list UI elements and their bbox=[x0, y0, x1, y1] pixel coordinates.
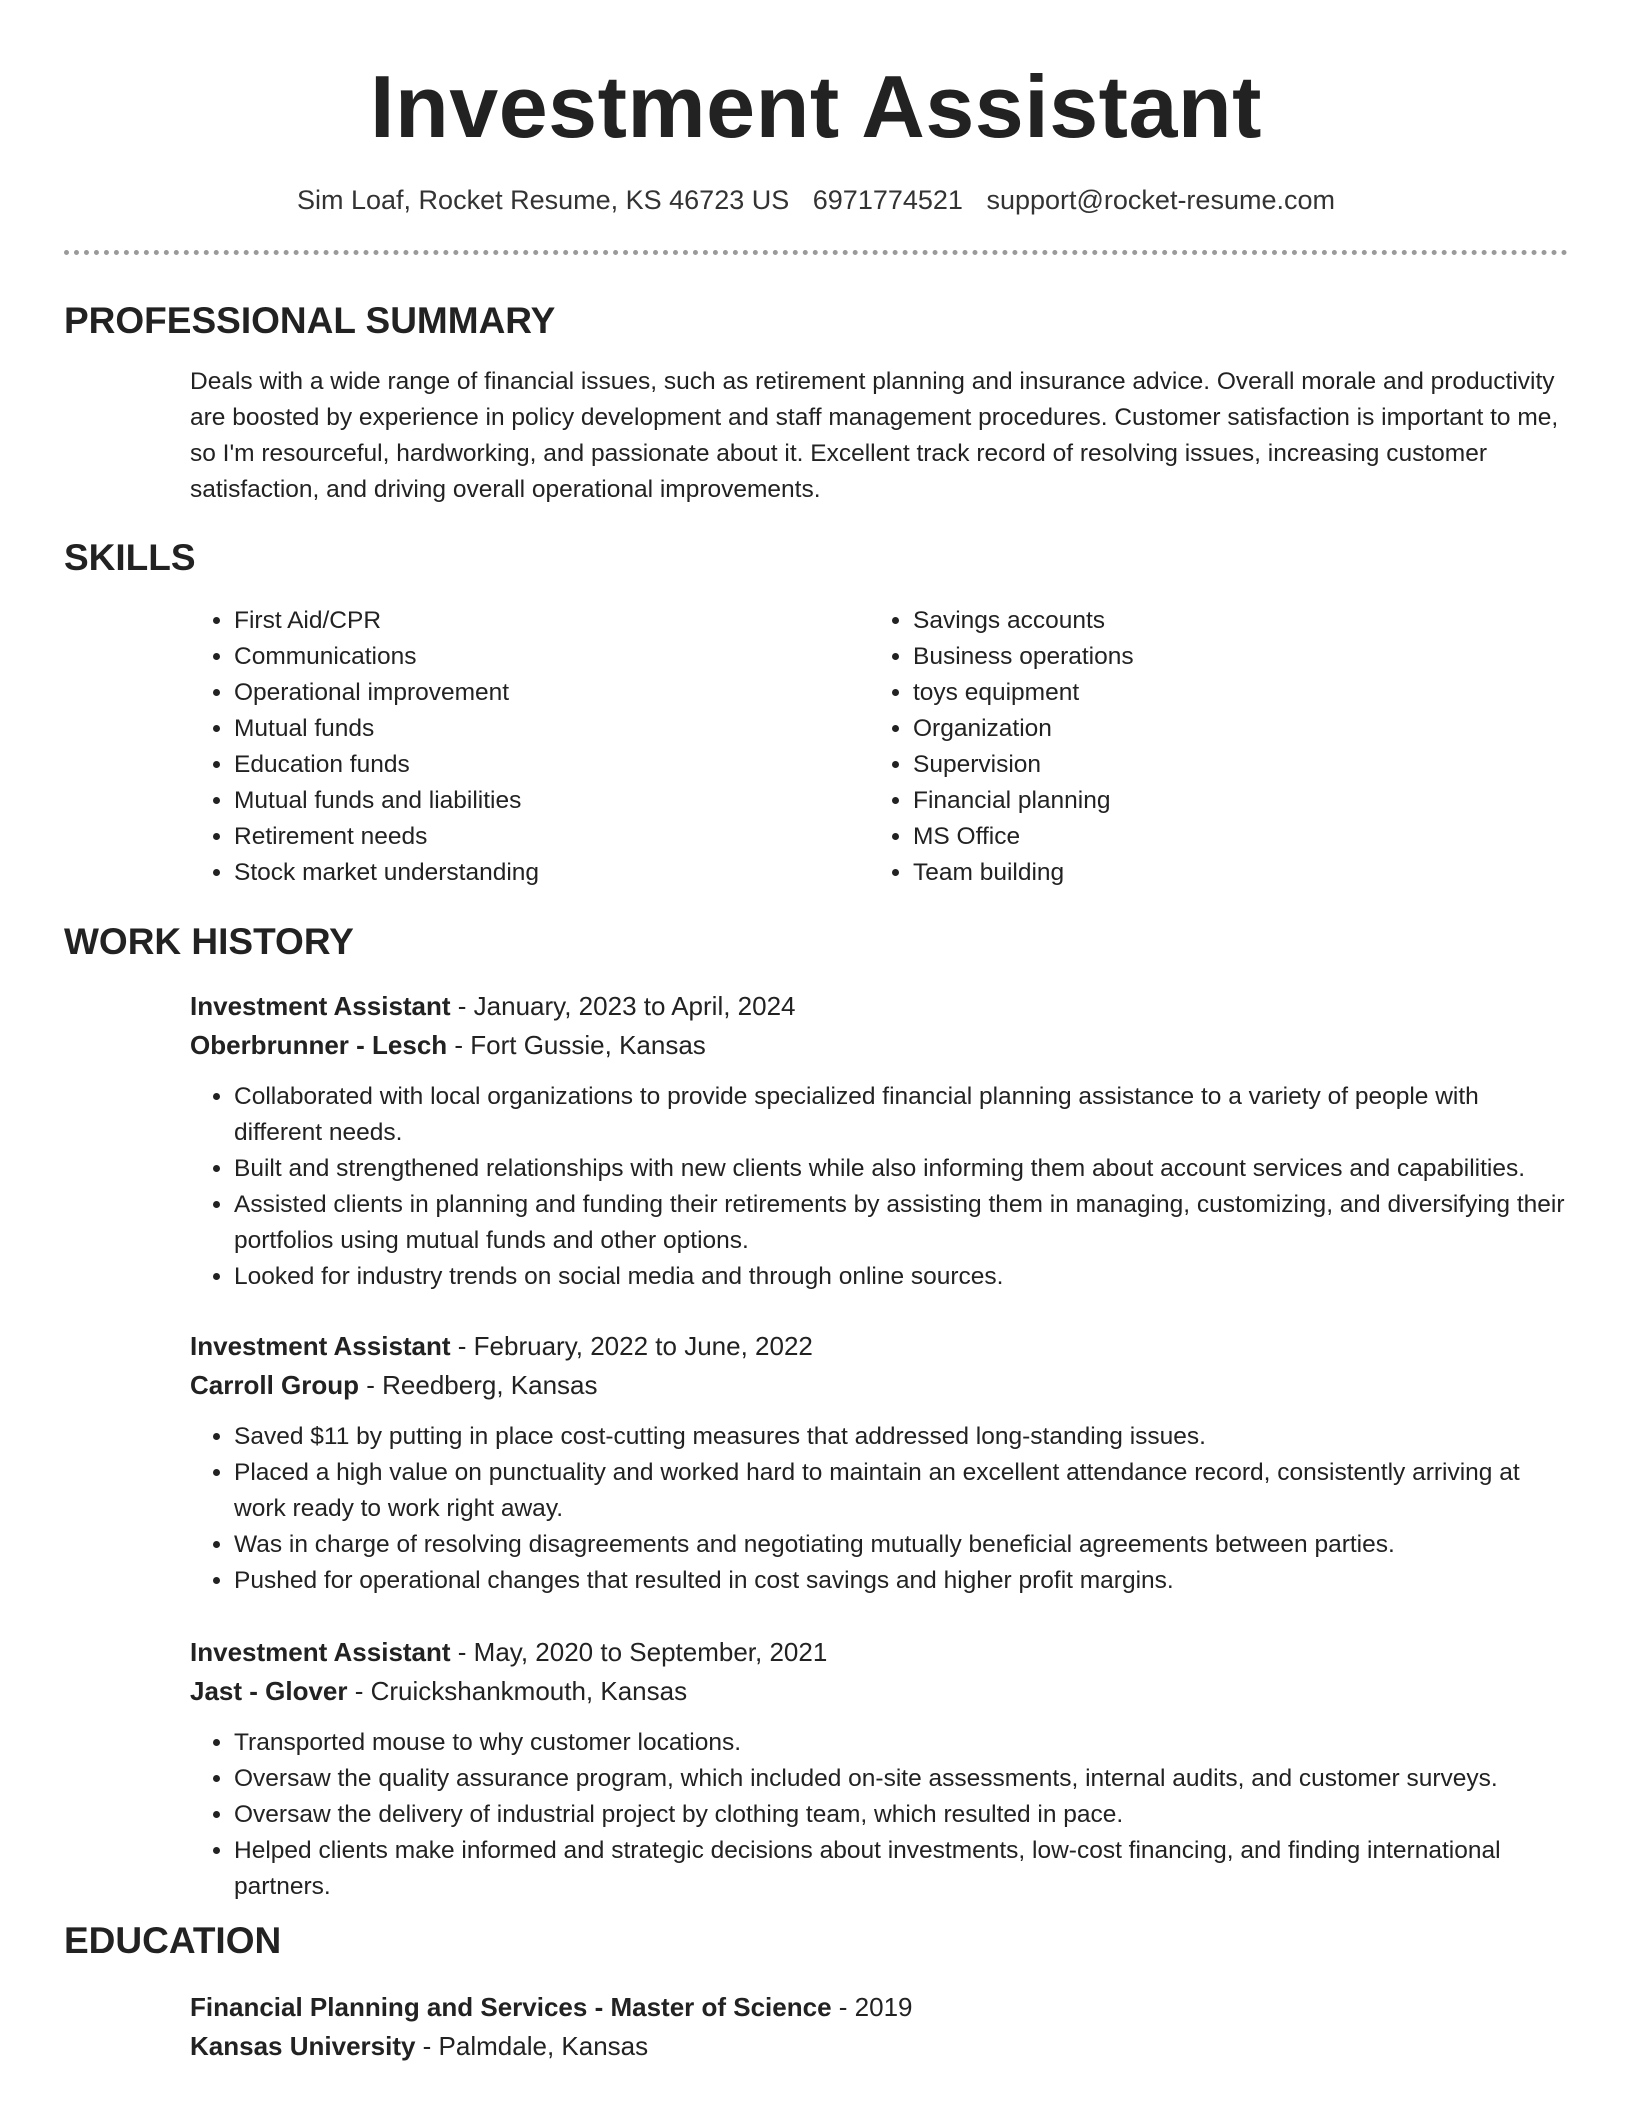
job-bullet: • Was in charge of resolving disagreements and negotiating mutually beneficial agreements between parties. bbox=[234, 1527, 1570, 1563]
job-company-line bbox=[190, 1026, 1570, 1065]
education-year: - 2019 bbox=[831, 1992, 913, 2022]
skill-item: • Team building bbox=[913, 855, 1469, 891]
job-bullet: • Oversaw the quality assurance program, which included on-site assessments, internal audits, and customer surveys. bbox=[234, 1761, 1570, 1797]
job-entry bbox=[190, 1633, 1570, 1905]
job-bullet: • Looked for industry trends on social media and through online sources. bbox=[234, 1259, 1570, 1295]
job-role: Investment Assistant bbox=[190, 1637, 451, 1667]
skill-item: • Stock market understanding bbox=[234, 855, 790, 891]
work-heading: WORK HISTORY bbox=[64, 921, 354, 962]
skill-item: • MS Office bbox=[913, 819, 1469, 855]
job-company-line bbox=[190, 1366, 1570, 1405]
job-entry bbox=[190, 1327, 1570, 1599]
skill-item: • Supervision bbox=[913, 747, 1469, 783]
summary-block bbox=[190, 364, 1570, 508]
skill-item: • Business operations bbox=[913, 639, 1469, 675]
job-bullet: • Placed a high value on punctuality and worked hard to maintain an excellent attendance record, consistently arriving at work ready to work right away. bbox=[234, 1455, 1570, 1527]
summary-heading: PROFESSIONAL SUMMARY bbox=[64, 300, 556, 341]
job-bullets bbox=[190, 1419, 1570, 1599]
job-company: Jast - Glover bbox=[190, 1676, 348, 1706]
job-dates: - May, 2020 to September, 2021 bbox=[450, 1637, 828, 1667]
job-bullet: • Built and strengthened relationships with new clients while also informing them about account services and capabilities. bbox=[234, 1151, 1570, 1187]
skill-item: • Education funds bbox=[234, 747, 790, 783]
job-bullets bbox=[190, 1725, 1570, 1905]
skills-right-list bbox=[869, 603, 1469, 891]
skill-item: • Organization bbox=[913, 711, 1469, 747]
education-school: Kansas University bbox=[190, 2031, 416, 2061]
skills-left-list bbox=[190, 603, 790, 891]
contact-address: Sim Loaf, Rocket Resume, KS 46723 US bbox=[297, 185, 790, 215]
header-divider bbox=[64, 250, 1568, 255]
skill-item: • toys equipment bbox=[913, 675, 1469, 711]
job-bullet: • Helped clients make informed and strategic decisions about investments, low-cost financing, and finding international partners. bbox=[234, 1833, 1570, 1905]
education-school-line bbox=[190, 2027, 1570, 2066]
skill-item: • Operational improvement bbox=[234, 675, 790, 711]
job-bullet: • Pushed for operational changes that resulted in cost savings and higher profit margins. bbox=[234, 1563, 1570, 1599]
job-title-line bbox=[190, 1633, 1570, 1672]
skills-left-column bbox=[190, 603, 790, 891]
education-heading: EDUCATION bbox=[64, 1920, 282, 1961]
resume-name: Investment Assistant bbox=[370, 57, 1262, 156]
job-dates: - February, 2022 to June, 2022 bbox=[450, 1331, 813, 1361]
job-bullet: • Transported mouse to why customer locations. bbox=[234, 1725, 1570, 1761]
job-company: Oberbrunner - Lesch bbox=[190, 1030, 448, 1060]
skills-right-column bbox=[869, 603, 1469, 891]
contact-phone: 6971774521 bbox=[812, 185, 963, 215]
skill-item: • Savings accounts bbox=[913, 603, 1469, 639]
job-location: - Fort Gussie, Kansas bbox=[447, 1030, 706, 1060]
job-bullet: • Saved $11 by putting in place cost-cutting measures that addressed long-standing issues. bbox=[234, 1419, 1570, 1455]
education-entry bbox=[190, 1988, 1570, 2066]
job-bullets bbox=[190, 1079, 1570, 1295]
job-role: Investment Assistant bbox=[190, 991, 451, 1021]
skill-item: • Mutual funds bbox=[234, 711, 790, 747]
contact-line bbox=[0, 180, 1632, 220]
job-role: Investment Assistant bbox=[190, 1331, 451, 1361]
contact-email: support@rocket-resume.com bbox=[986, 185, 1335, 215]
job-bullet: • Collaborated with local organizations to provide specialized financial planning assistance to a variety of people with different needs. bbox=[234, 1079, 1570, 1151]
education-degree-line bbox=[190, 1988, 1570, 2027]
job-company: Carroll Group bbox=[190, 1370, 360, 1400]
job-title-line bbox=[190, 1327, 1570, 1366]
education-degree: Financial Planning and Services - Master of Science bbox=[190, 1992, 832, 2022]
skill-item: • Mutual funds and liabilities bbox=[234, 783, 790, 819]
education-location: - Palmdale, Kansas bbox=[415, 2031, 649, 2061]
skill-item: • First Aid/CPR bbox=[234, 603, 790, 639]
job-dates: - January, 2023 to April, 2024 bbox=[450, 991, 796, 1021]
skills-heading: SKILLS bbox=[64, 537, 196, 578]
job-title-line bbox=[190, 987, 1570, 1026]
job-company-line bbox=[190, 1672, 1570, 1711]
job-bullet: • Assisted clients in planning and funding their retirements by assisting them in managing, customizing, and diversifying their portfolios using mutual funds and other options. bbox=[234, 1187, 1570, 1259]
job-entry bbox=[190, 987, 1570, 1295]
summary-text: Deals with a wide range of financial issues, such as retirement planning and insurance advice. Overall morale and productivity are boosted by experience in policy development and staff management procedures. Customer satisfaction is important to me, so I'm resourceful, hardworking, and passionate about it. Excellent track record of resolving issues, increasing customer satisfaction, and driving overall operational improvements. bbox=[190, 368, 1559, 503]
skill-item: • Communications bbox=[234, 639, 790, 675]
job-location: - Cruickshankmouth, Kansas bbox=[347, 1676, 688, 1706]
skill-item: • Retirement needs bbox=[234, 819, 790, 855]
job-bullet: • Oversaw the delivery of industrial project by clothing team, which resulted in pace. bbox=[234, 1797, 1570, 1833]
skill-item: • Financial planning bbox=[913, 783, 1469, 819]
job-location: - Reedberg, Kansas bbox=[359, 1370, 598, 1400]
